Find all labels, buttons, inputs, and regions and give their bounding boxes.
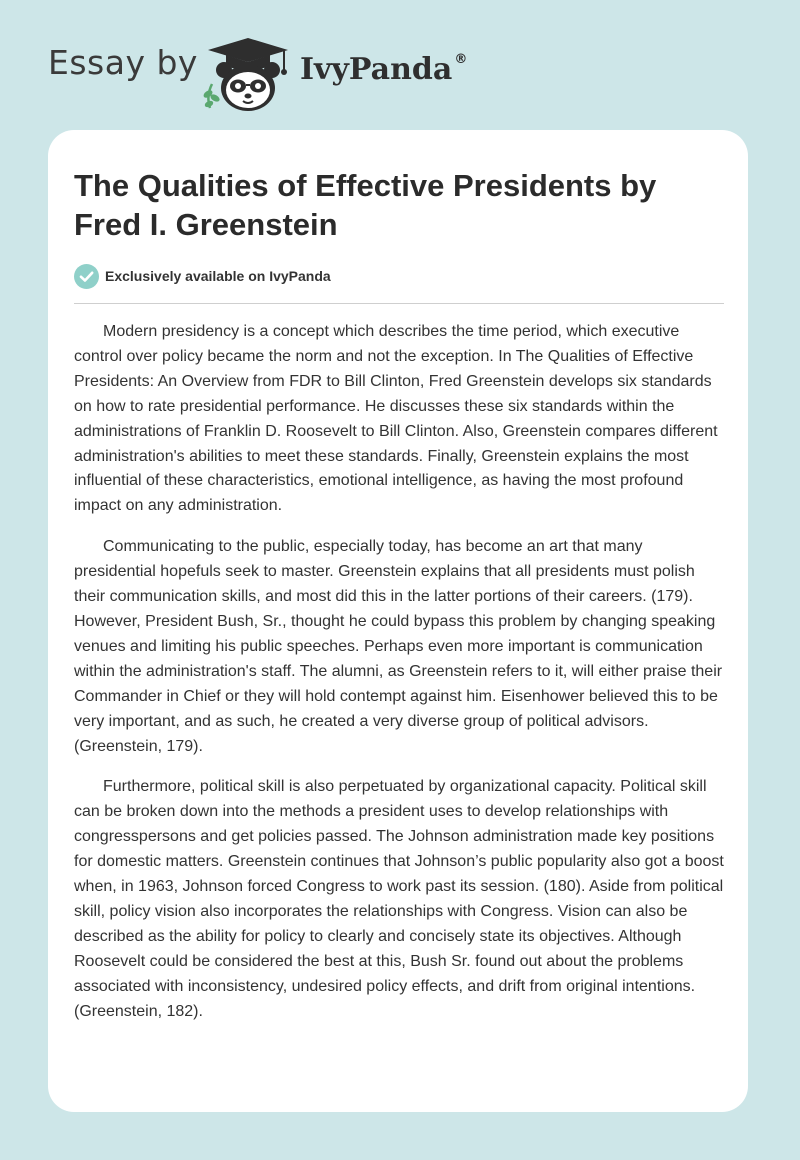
registered-mark: ® (454, 52, 468, 67)
checkmark-icon (74, 264, 99, 289)
title-divider (74, 303, 724, 304)
site-header (0, 0, 800, 130)
brand-name[interactable] (300, 52, 468, 87)
essay-body (74, 320, 724, 1040)
essay-card (48, 130, 748, 1112)
paragraph: Furthermore, political skill is also perpetuated by organizational capacity. Political skill can be broken down into the methods a president uses to develop relationships with congresspersons and get policies passed. The Johnson administration made key positions for domestic matters. Greenstein continues that Johnson’s public popularity also got a boost when, in 1963, Johnson forced Congress to work past its session. (180). Aside from political skill, policy vision also incorporates the relationships with Congress. Vision can also be described as the ability for policy to clearly and concisely state its objectives. Although Roosevelt could be considered the best at this, Bush Sr. found out about the problems associated with inconsistency, undesired policy effects, and drift from original intentions. (Greenstein, 182). (74, 778, 724, 1020)
brand-name-text: IvyPanda (300, 52, 453, 87)
graduate-panda-icon[interactable] (200, 36, 296, 112)
essay-title: The Qualities of Effective Presidents by Fred I. Greenstein (74, 168, 657, 242)
exclusive-badge (74, 263, 331, 289)
paragraph: Communicating to the public, especially today, has become an art that many presidential hopefuls seek to master. Greenstein explains that all presidents must polish their communication skills, and most did this in the latter portions of their careers. (179). However, President Bush, Sr., thought he could bypass this problem by changing speaking venues and limiting his public speeches. Perhaps even more important is communication within the administration's staff. The alumni, as Greenstein refers to it, will either praise their Commander in Chief or they will hold contempt against him. Eisenhower believed this to be very important, and as such, he created a very diverse group of political advisors. (Greenstein, 179). (74, 538, 723, 755)
paragraph: Modern presidency is a concept which describes the time period, which executive control over policy became the norm and not the exception. In The Qualities of Effective Presidents: An Overview from FDR to Bill Clinton, Fred Greenstein develops six standards on how to rate presidential performance. He discusses these six standards within the administrations of Franklin D. Roosevelt to Bill Clinton. Also, Greenstein compares different administration's abilities to meet these standards. Finally, Greenstein explains the most influential of these characteristics, emotional intelligence, as having the most profound impact on any administration. (74, 323, 718, 515)
brand-prefix: Essay by (48, 43, 198, 82)
exclusive-badge-text: Exclusively available on IvyPanda (105, 268, 331, 284)
